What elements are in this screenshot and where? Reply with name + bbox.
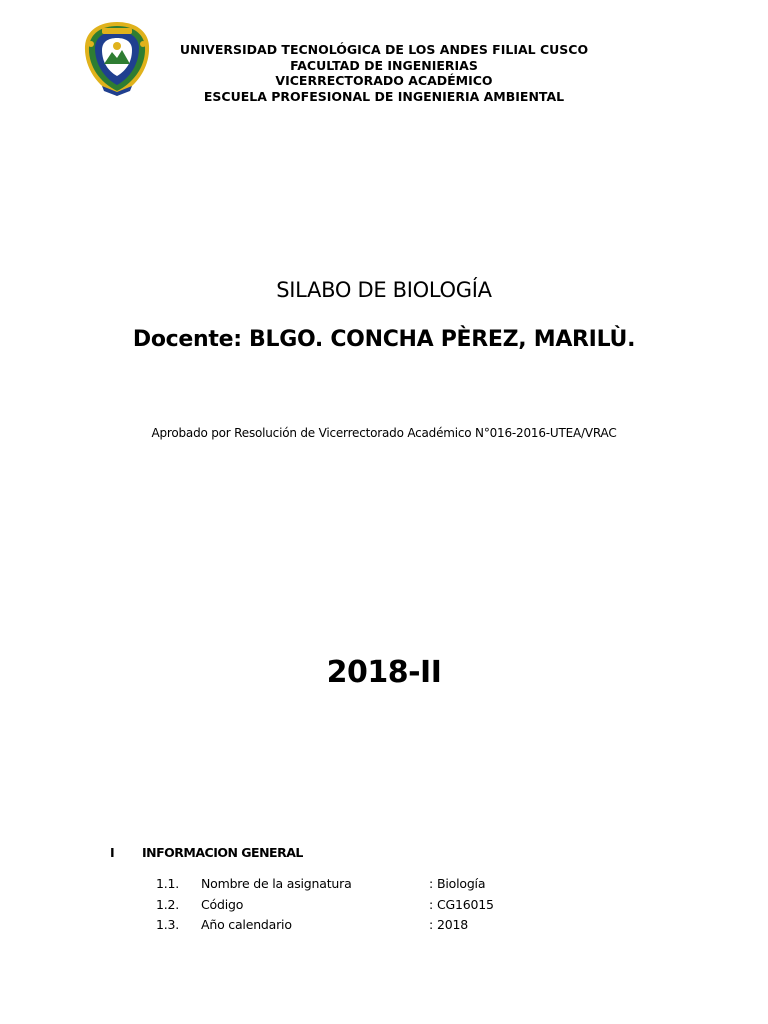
general-info-list xyxy=(0,876,768,938)
item-value: Biología xyxy=(437,876,486,891)
approval-note: Aprobado por Resolución de Vicerrectorado Académico N°016-2016-UTEA/VRAC xyxy=(151,426,617,440)
item-separator: : xyxy=(429,917,434,932)
item-separator: : xyxy=(429,876,434,891)
item-number: 1.1. xyxy=(156,876,180,891)
header-faculty: FACULTAD DE INGENIERIAS xyxy=(290,57,478,73)
item-label: Nombre de la asignatura xyxy=(201,876,352,891)
item-number: 1.2. xyxy=(156,896,180,912)
header-vicerrectorado: VICERRECTORADO ACADÉMICO xyxy=(275,73,493,88)
item-label: Código xyxy=(201,896,244,912)
header-school: ESCUELA PROFESIONAL DE INGENIERIA AMBIENTAL xyxy=(203,88,565,104)
list-item xyxy=(0,917,768,938)
academic-year: 2018-II xyxy=(326,655,442,690)
item-number: 1.3. xyxy=(156,917,180,932)
item-value: 2018 xyxy=(437,917,469,932)
list-item xyxy=(0,897,768,918)
header-university: UNIVERSIDAD TECNOLÓGICA DE LOS ANDES FILIAL CUSCO xyxy=(179,42,589,57)
document-header xyxy=(150,42,618,104)
teacher-name: Docente: BLGO. CONCHA PÈREZ, MARILÙ. xyxy=(132,327,636,352)
section-title: INFORMACION GENERAL xyxy=(142,845,303,860)
section-number: I xyxy=(110,845,115,860)
item-label: Año calendario xyxy=(201,917,292,932)
document-title: SILABO DE BIOLOGÍA xyxy=(276,278,492,302)
list-item xyxy=(0,876,768,897)
university-crest-icon xyxy=(82,20,152,98)
item-value: CG16015 xyxy=(437,896,494,912)
item-separator: : xyxy=(429,896,434,912)
